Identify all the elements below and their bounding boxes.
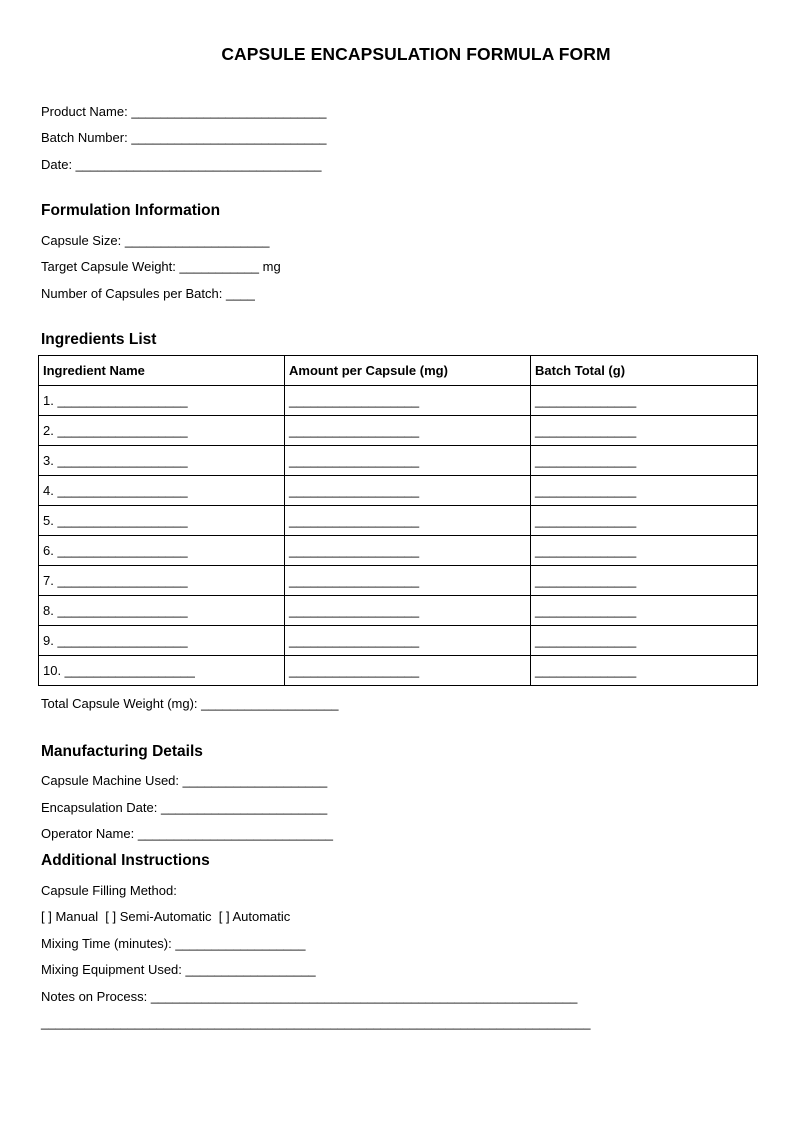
ingredient-name-cell[interactable]: 7. __________________ bbox=[39, 566, 285, 596]
notes-continuation-line[interactable]: ____________________________________________________________________________ bbox=[41, 1015, 591, 1030]
amount-per-capsule-cell[interactable]: __________________ bbox=[285, 656, 531, 686]
amount-per-capsule-cell[interactable]: __________________ bbox=[285, 476, 531, 506]
column-header-ingredient-name: Ingredient Name bbox=[39, 356, 285, 386]
ingredients-table bbox=[38, 355, 758, 686]
capsules-per-batch-field[interactable]: Number of Capsules per Batch: ____ bbox=[41, 286, 255, 301]
capsule-size-field[interactable]: Capsule Size: ____________________ bbox=[41, 233, 270, 248]
table-row bbox=[39, 596, 758, 626]
batch-total-cell[interactable]: ______________ bbox=[531, 656, 758, 686]
ingredient-name-cell[interactable]: 1. __________________ bbox=[39, 386, 285, 416]
ingredient-name-cell[interactable]: 8. __________________ bbox=[39, 596, 285, 626]
column-header-amount-per-capsule: Amount per Capsule (mg) bbox=[285, 356, 531, 386]
table-row bbox=[39, 656, 758, 686]
table-row bbox=[39, 476, 758, 506]
batch-total-cell[interactable]: ______________ bbox=[531, 386, 758, 416]
date-field[interactable]: Date: __________________________________ bbox=[41, 157, 322, 172]
additional-heading: Additional Instructions bbox=[41, 852, 210, 869]
table-row bbox=[39, 506, 758, 536]
table-header-row bbox=[39, 356, 758, 386]
batch-total-cell[interactable]: ______________ bbox=[531, 476, 758, 506]
manufacturing-heading: Manufacturing Details bbox=[41, 743, 203, 760]
table-row bbox=[39, 536, 758, 566]
column-header-batch-total: Batch Total (g) bbox=[531, 356, 758, 386]
filling-method-options[interactable]: [ ] Manual [ ] Semi-Automatic [ ] Automatic bbox=[41, 909, 291, 924]
batch-total-cell[interactable]: ______________ bbox=[531, 506, 758, 536]
form-title: CAPSULE ENCAPSULATION FORMULA FORM bbox=[221, 44, 611, 64]
batch-number-field[interactable]: Batch Number: ___________________________ bbox=[41, 130, 327, 145]
batch-total-cell[interactable]: ______________ bbox=[531, 566, 758, 596]
amount-per-capsule-cell[interactable]: __________________ bbox=[285, 596, 531, 626]
amount-per-capsule-cell[interactable]: __________________ bbox=[285, 416, 531, 446]
ingredient-name-cell[interactable]: 5. __________________ bbox=[39, 506, 285, 536]
formulation-heading: Formulation Information bbox=[41, 202, 221, 219]
ingredient-name-cell[interactable]: 2. __________________ bbox=[39, 416, 285, 446]
encapsulation-date-field[interactable]: Encapsulation Date: _______________________ bbox=[41, 800, 328, 815]
table-row bbox=[39, 446, 758, 476]
table-row bbox=[39, 626, 758, 656]
batch-total-cell[interactable]: ______________ bbox=[531, 596, 758, 626]
batch-total-cell[interactable]: ______________ bbox=[531, 446, 758, 476]
operator-name-field[interactable]: Operator Name: ___________________________ bbox=[41, 826, 334, 841]
ingredient-name-cell[interactable]: 9. __________________ bbox=[39, 626, 285, 656]
amount-per-capsule-cell[interactable]: __________________ bbox=[285, 386, 531, 416]
product-name-field[interactable]: Product Name: ___________________________ bbox=[41, 104, 327, 119]
amount-per-capsule-cell[interactable]: __________________ bbox=[285, 566, 531, 596]
batch-total-cell[interactable]: ______________ bbox=[531, 626, 758, 656]
filling-method-label: Capsule Filling Method: bbox=[41, 883, 177, 898]
table-row bbox=[39, 416, 758, 446]
ingredient-name-cell[interactable]: 4. __________________ bbox=[39, 476, 285, 506]
amount-per-capsule-cell[interactable]: __________________ bbox=[285, 506, 531, 536]
target-capsule-weight-field[interactable]: Target Capsule Weight: ___________ mg bbox=[41, 259, 281, 274]
table-row bbox=[39, 566, 758, 596]
batch-total-cell[interactable]: ______________ bbox=[531, 416, 758, 446]
capsule-machine-field[interactable]: Capsule Machine Used: ____________________ bbox=[41, 773, 328, 788]
mixing-equipment-field[interactable]: Mixing Equipment Used: __________________ bbox=[41, 962, 316, 977]
total-capsule-weight-field[interactable]: Total Capsule Weight (mg): ___________________ bbox=[41, 696, 339, 711]
notes-field[interactable]: Notes on Process: ___________________________________________________________ bbox=[41, 989, 578, 1004]
batch-total-cell[interactable]: ______________ bbox=[531, 536, 758, 566]
ingredient-name-cell[interactable]: 3. __________________ bbox=[39, 446, 285, 476]
amount-per-capsule-cell[interactable]: __________________ bbox=[285, 536, 531, 566]
ingredient-name-cell[interactable]: 10. __________________ bbox=[39, 656, 285, 686]
ingredient-name-cell[interactable]: 6. __________________ bbox=[39, 536, 285, 566]
amount-per-capsule-cell[interactable]: __________________ bbox=[285, 626, 531, 656]
amount-per-capsule-cell[interactable]: __________________ bbox=[285, 446, 531, 476]
mixing-time-field[interactable]: Mixing Time (minutes): __________________ bbox=[41, 936, 306, 951]
table-row bbox=[39, 386, 758, 416]
ingredients-heading: Ingredients List bbox=[41, 331, 157, 348]
